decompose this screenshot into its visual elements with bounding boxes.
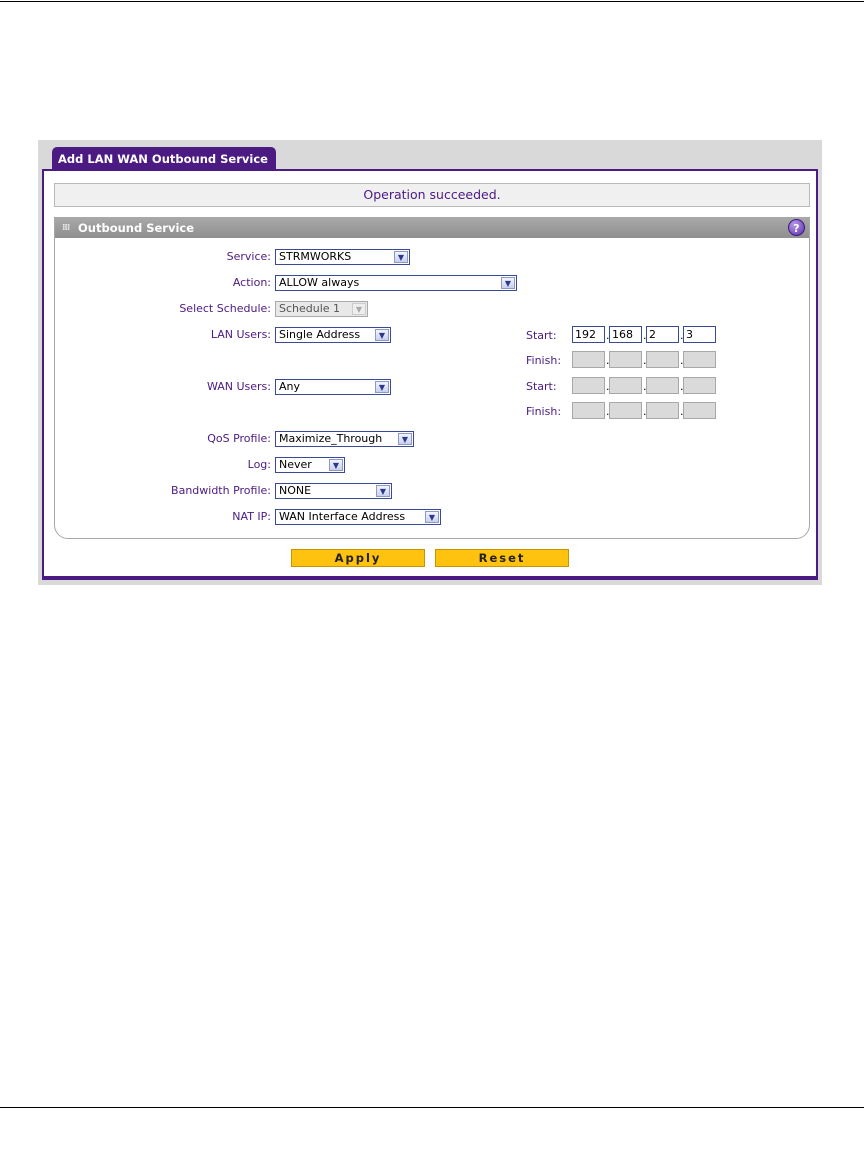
main-panel [42,169,818,580]
qos-profile-select[interactable] [275,431,414,447]
ip-dot: . [680,329,684,342]
lan-finish-octet-3 [646,351,679,368]
ip-dot: . [643,354,647,367]
ip-dot: . [680,380,684,393]
chevron-down-icon: ▼ [425,511,439,523]
ip-dot: . [680,354,684,367]
apply-button[interactable]: Apply [291,549,425,567]
lan-finish-octet-4 [683,351,716,368]
ip-dot: . [606,329,610,342]
action-value: ALLOW always [279,276,360,289]
chevron-down-icon: ▼ [375,381,389,393]
ip-dot: . [643,329,647,342]
lan-finish-label: Finish: [526,354,562,367]
ip-dot: . [680,405,684,418]
ip-dot: . [606,354,610,367]
wan-users-label: WAN Users: [206,380,271,393]
grip-icon: ⁞⁞⁞ [62,223,70,233]
section-header [55,218,809,238]
bandwidth-profile-value: NONE [279,484,312,497]
wan-finish-octet-2 [609,402,642,419]
chevron-down-icon: ▼ [501,277,515,289]
wan-users-select[interactable] [275,379,391,395]
lan-finish-octet-1 [572,351,605,368]
chevron-down-icon: ▼ [352,303,366,315]
lan-start-octet-3[interactable]: 2 [646,326,679,343]
wan-finish-octet-1 [572,402,605,419]
chevron-down-icon: ▼ [394,251,408,263]
tab-add-lan-wan-outbound-service[interactable]: Add LAN WAN Outbound Service [52,147,276,170]
lan-start-octet-4[interactable]: 3 [683,326,716,343]
nat-ip-label: NAT IP: [232,510,271,523]
status-message: Operation succeeded. [54,183,810,207]
ip-dot: . [606,405,610,418]
wan-users-value: Any [279,380,301,393]
page-top-rule [0,1,864,2]
bandwidth-profile-select[interactable] [275,483,392,499]
schedule-select [275,301,368,317]
outbound-service-section [54,217,810,539]
ip-dot: . [643,405,647,418]
qos-profile-value: Maximize_Through [279,432,383,445]
wan-finish-octet-4 [683,402,716,419]
log-label: Log: [247,458,271,471]
wan-finish-octet-3 [646,402,679,419]
nat-ip-select[interactable] [275,509,441,525]
action-select[interactable] [275,275,517,291]
wan-start-octet-1 [572,377,605,394]
wan-start-octet-2 [609,377,642,394]
service-label: Service: [226,250,271,263]
lan-finish-octet-2 [609,351,642,368]
wan-start-octet-4 [683,377,716,394]
ip-dot: . [606,380,610,393]
chevron-down-icon: ▼ [375,329,389,341]
bandwidth-profile-label: Bandwidth Profile: [171,484,271,497]
log-select[interactable] [275,457,345,473]
wan-start-label: Start: [526,380,557,393]
wan-finish-label: Finish: [526,405,562,418]
log-value: Never [279,458,312,471]
schedule-label: Select Schedule: [179,302,271,315]
lan-start-octet-1[interactable]: 192 [572,326,605,343]
lan-start-label: Start: [526,329,557,342]
lan-users-label: LAN Users: [210,328,271,341]
lan-users-select[interactable] [275,327,391,343]
nat-ip-value: WAN Interface Address [279,510,406,523]
lan-start-octet-2[interactable]: 168 [609,326,642,343]
ip-dot: . [643,380,647,393]
help-icon[interactable]: ? [788,219,805,236]
wan-start-octet-3 [646,377,679,394]
action-label: Action: [232,276,271,289]
chevron-down-icon: ▼ [376,485,390,497]
reset-button[interactable]: Reset [435,549,569,567]
qos-profile-label: QoS Profile: [207,432,271,445]
chevron-down-icon: ▼ [398,433,412,445]
chevron-down-icon: ▼ [329,459,343,471]
section-title: Outbound Service [78,221,195,235]
service-value: STRMWORKS [279,250,352,263]
page-bottom-rule [0,1107,864,1108]
schedule-value: Schedule 1 [279,302,341,315]
service-select[interactable] [275,249,410,265]
outbound-service-window [38,140,822,585]
lan-users-value: Single Address [279,328,361,341]
